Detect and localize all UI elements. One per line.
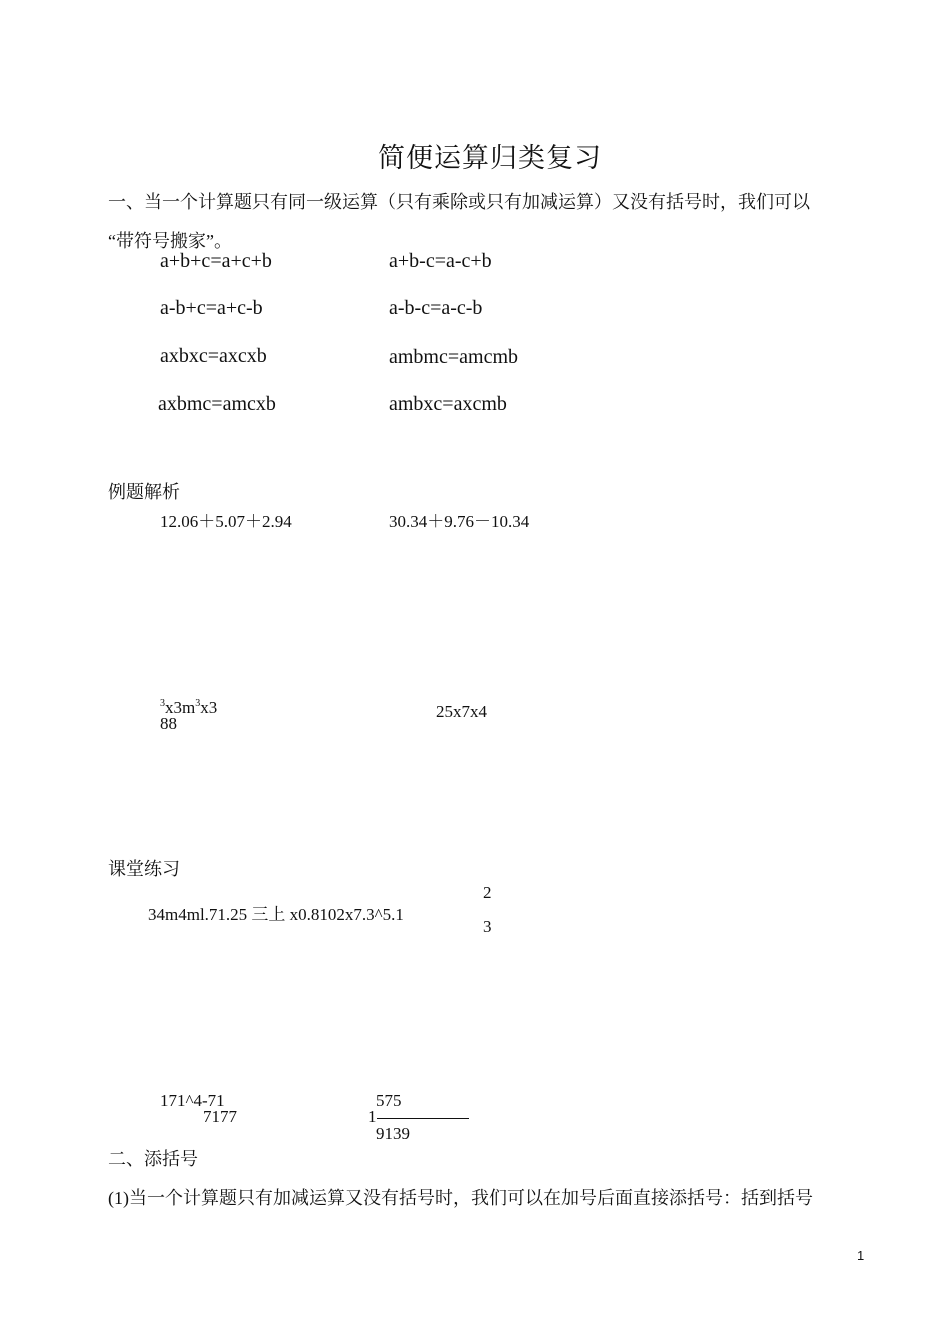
section2-heading: 二、添括号 xyxy=(108,1149,198,1169)
practice-expression-3-bottom-text: 9139 xyxy=(376,1124,410,1143)
practice-expression-3-top: 575 xyxy=(376,1091,402,1110)
example-expression-1: 12.06＋5.07＋2.94 xyxy=(160,512,292,531)
practice-fraction-numerator: 2 xyxy=(483,883,492,902)
formula-item: a-b-c=a-c-b xyxy=(389,297,483,319)
superscript: 3 xyxy=(195,698,201,709)
fraction-bar xyxy=(377,1118,469,1119)
formula-item: axbmc=amcxb xyxy=(158,393,276,415)
example-expression-3-denominator: 88 xyxy=(160,714,177,733)
formula-item: a+b-c=a-c+b xyxy=(389,250,492,272)
practice-expression-3-bottom xyxy=(376,1124,410,1143)
expression-part: x3m xyxy=(165,698,196,717)
practice-expression-3-left: 1 xyxy=(368,1107,377,1126)
example-expression-4: 25x7x4 xyxy=(436,702,487,721)
practice-expression-2-bottom: 7177 xyxy=(203,1107,237,1126)
formula-item: a+b+c=a+c+b xyxy=(160,250,272,272)
section2-rule-1: (1)当一个计算题只有加减运算又没有括号时，我们可以在加号后面直接添括号：括到括号 xyxy=(108,1188,813,1208)
practice-heading: 课堂练习 xyxy=(108,859,180,879)
page-number: 1 xyxy=(857,1248,865,1263)
practice-fraction-denominator: 3 xyxy=(483,917,492,936)
practice-expression-1: 34m4ml.71.25 三上 x0.8102x7.3^5.1 xyxy=(148,905,404,924)
superscript: 3 xyxy=(160,698,165,709)
formula-item: ambmc=amcmb xyxy=(389,346,519,368)
example-expression-2: 30.34＋9.76－10.34 xyxy=(389,512,530,531)
section1-intro-line2: “带符号搬家”。 xyxy=(108,231,232,251)
document-title: 简便运算归类复习 xyxy=(378,143,602,173)
practice-expression-2-top: 171^4-71 xyxy=(160,1091,225,1110)
formula-item: axbxc=axcxb xyxy=(160,345,267,367)
formula-item: a-b+c=a+c-b xyxy=(160,297,263,319)
formula-item: ambxc=axcmb xyxy=(389,393,507,415)
examples-heading: 例题解析 xyxy=(108,482,180,502)
section1-intro-line1: 一、当一个计算题只有同一级运算（只有乘除或只有加减运算）又没有括号时，我们可以 xyxy=(108,192,810,212)
expression-part: x3 xyxy=(200,698,218,717)
